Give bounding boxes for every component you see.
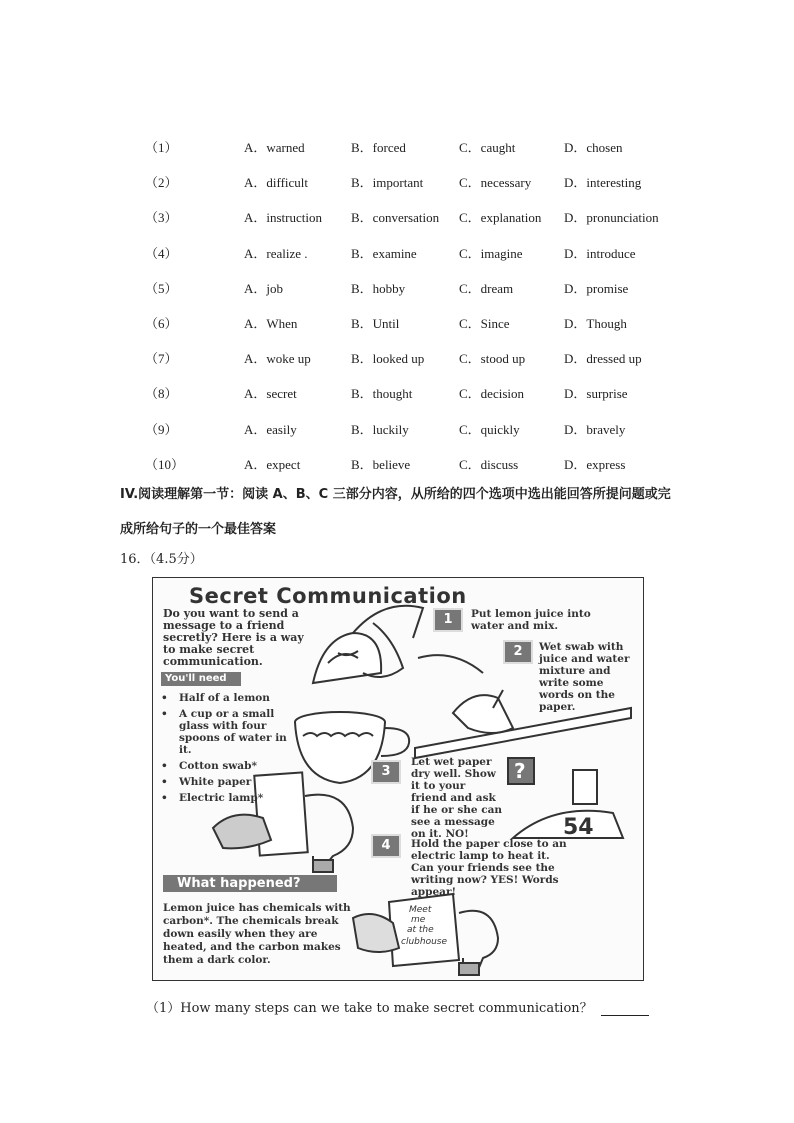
question-header: 16．（4.5分） — [120, 552, 203, 567]
option-b[interactable]: B．important — [351, 175, 424, 190]
step-2-text: Wet swab with juice and water mixture and write some words on the paper. — [539, 641, 630, 713]
option-b[interactable]: B．forced — [351, 140, 406, 155]
option-row — [0, 243, 794, 263]
option-row — [0, 419, 794, 439]
question-number: （3） — [145, 210, 178, 225]
option-c[interactable]: C．Since — [459, 316, 510, 331]
option-c[interactable]: C．dream — [459, 281, 514, 296]
svg-text:54: 54 — [563, 815, 594, 840]
option-b[interactable]: B．conversation — [351, 210, 440, 225]
question-number: （6） — [145, 316, 178, 331]
option-row — [0, 348, 794, 368]
option-a[interactable]: A．expect — [244, 457, 301, 472]
option-c[interactable]: C．imagine — [459, 246, 523, 261]
option-d[interactable]: D．promise — [564, 281, 629, 296]
option-a[interactable]: A．realize . — [244, 246, 308, 261]
question-number: （10） — [145, 457, 185, 472]
option-c[interactable]: C．stood up — [459, 351, 526, 366]
answer-blank[interactable] — [601, 1001, 649, 1016]
option-a[interactable]: A．warned — [244, 140, 305, 155]
material-item: • Electric lamp* — [159, 792, 289, 804]
option-b[interactable]: B．looked up — [351, 351, 425, 366]
figure-title: Secret Communication — [189, 584, 467, 608]
you-need-banner: You'll need — [161, 672, 241, 686]
question-number: （7） — [145, 351, 178, 366]
option-b[interactable]: B．believe — [351, 457, 411, 472]
option-d[interactable]: D．dressed up — [564, 351, 642, 366]
material-item: • Cotton swab* — [159, 760, 289, 772]
lemon-hand-illustration — [313, 606, 423, 683]
option-row — [0, 313, 794, 333]
material-item: • Half of a lemon — [159, 692, 289, 704]
section-title: IV.阅读理解第一节：阅读 A、B、C 三部分内容，从所给的四个选项中选出能回答所提问题或完成所给句子的一个最佳答案 — [120, 487, 671, 537]
option-d[interactable]: D．bravely — [564, 422, 626, 437]
option-c[interactable]: C．quickly — [459, 422, 520, 437]
question-1 — [146, 997, 649, 1016]
what-happened-banner: What happened? — [163, 875, 337, 892]
option-b[interactable]: B．hobby — [351, 281, 406, 296]
question-1-text: （1）How many steps can we take to make secret communication？ — [146, 1001, 593, 1016]
step-4-text: Hold the paper close to an electric lamp to heat it. Can your friends see the writing now? YES! Words appear! — [411, 838, 567, 898]
material-item: • White paper — [159, 776, 289, 788]
option-c[interactable]: C．explanation — [459, 210, 542, 225]
option-d[interactable]: D．introduce — [564, 246, 636, 261]
what-happened-text: Lemon juice has chemicals with carbon*. The chemicals break down easily when they are heated, and the carbon makes them a dark color. — [163, 902, 351, 966]
svg-text:clubhouse: clubhouse — [401, 937, 448, 947]
option-b[interactable]: B．Until — [351, 316, 400, 331]
secret-communication-figure — [152, 577, 644, 981]
option-d[interactable]: D．surprise — [564, 386, 628, 401]
option-a[interactable]: A．instruction — [244, 210, 322, 225]
question-number: （1） — [145, 140, 178, 155]
option-row — [0, 172, 794, 192]
option-b[interactable]: B．thought — [351, 386, 413, 401]
figure-intro: Do you want to send a message to a friend secretly? Here is a way to make secret communication. — [163, 607, 304, 668]
question-number: （9） — [145, 422, 178, 437]
option-d[interactable]: D．pronunciation — [564, 210, 659, 225]
svg-text:me: me — [411, 915, 426, 925]
materials-list — [159, 692, 289, 808]
step-1-text: Put lemon juice into water and mix. — [471, 608, 591, 632]
question-number: （8） — [145, 386, 178, 401]
step-1-badge: 1 — [433, 608, 463, 632]
option-row — [0, 278, 794, 298]
option-a[interactable]: A．easily — [244, 422, 297, 437]
svg-text:?: ? — [514, 759, 526, 783]
option-a[interactable]: A．woke up — [244, 351, 311, 366]
friend-jersey-illustration — [508, 758, 623, 840]
step-4-badge: 4 — [371, 834, 401, 858]
svg-text:Meet: Meet — [409, 905, 432, 915]
option-d[interactable]: D．chosen — [564, 140, 623, 155]
option-c[interactable]: C．decision — [459, 386, 524, 401]
svg-text:at the: at the — [407, 925, 434, 935]
option-row — [0, 207, 794, 227]
option-a[interactable]: A．job — [244, 281, 284, 296]
question-number: （2） — [145, 175, 178, 190]
option-a[interactable]: A．secret — [244, 386, 297, 401]
material-item: • A cup or a small glass with four spoons of water in it. — [159, 708, 289, 756]
option-d[interactable]: D．Though — [564, 316, 627, 331]
question-number: （5） — [145, 281, 178, 296]
option-b[interactable]: B．luckily — [351, 422, 409, 437]
question-number: （4） — [145, 246, 178, 261]
option-a[interactable]: A．When — [244, 316, 298, 331]
option-c[interactable]: C．discuss — [459, 457, 519, 472]
option-d[interactable]: D．express — [564, 457, 626, 472]
option-d[interactable]: D．interesting — [564, 175, 642, 190]
step-2-badge: 2 — [503, 640, 533, 664]
option-row — [0, 137, 794, 157]
option-b[interactable]: B．examine — [351, 246, 417, 261]
step-3-text: Let wet paper dry well. Show it to your friend and ask if he or she can see a message on it. NO! — [411, 756, 503, 840]
option-c[interactable]: C．necessary — [459, 175, 532, 190]
option-a[interactable]: A．difficult — [244, 175, 309, 190]
option-c[interactable]: C．caught — [459, 140, 516, 155]
option-row — [0, 454, 794, 474]
step-3-badge: 3 — [371, 760, 401, 784]
option-row — [0, 383, 794, 403]
